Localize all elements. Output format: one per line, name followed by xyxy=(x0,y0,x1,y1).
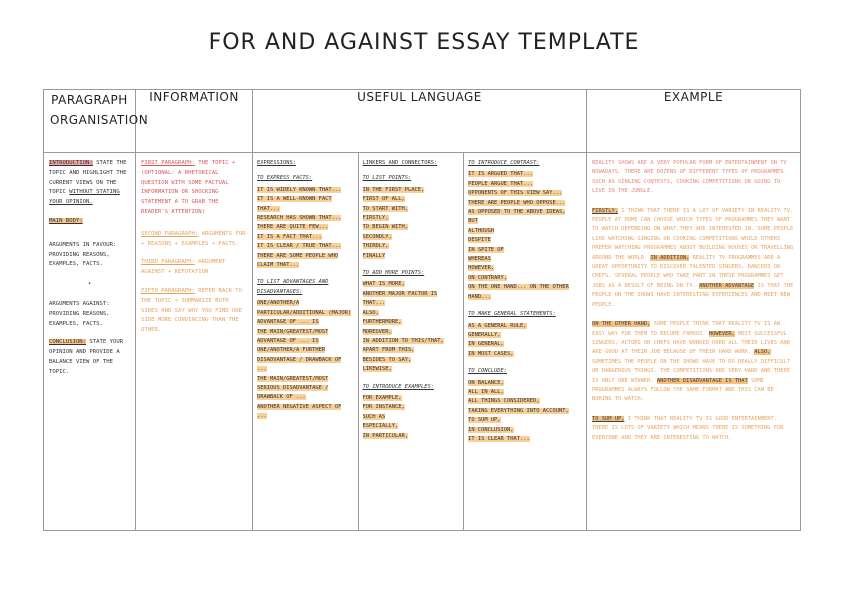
intro-emphasis: WITHOUT STATING YOUR OPINION. xyxy=(49,189,120,206)
phrase-text: FIRSTLY, xyxy=(362,215,389,222)
expressions-heading: EXPRESSIONS: xyxy=(257,160,296,166)
phrase-item xyxy=(468,274,582,283)
phrase-text: IT IS CLEAR THAT... xyxy=(468,435,530,442)
phrase-item xyxy=(363,422,460,431)
conclude-list xyxy=(468,379,582,445)
conclusion-label: CONCLUSION: xyxy=(49,339,87,346)
phrase-text: FURTHERMORE, xyxy=(362,319,402,326)
phrase-text: ALSO, xyxy=(362,309,379,316)
example-to-sum-up: TO SUM UP, xyxy=(592,415,625,422)
examples-list xyxy=(363,394,460,441)
phrase-item xyxy=(468,322,582,331)
phrase-text: OPPONENTS OF THIS VIEW SAY... xyxy=(468,190,563,197)
page-title: FOR AND AGAINST ESSAY TEMPLATE xyxy=(208,30,640,55)
phrase-text: TO SUM UP, xyxy=(468,417,501,424)
phrase-item xyxy=(468,331,582,340)
phrase-item xyxy=(468,199,582,208)
phrase-text: THE MAIN/GREATEST/MOST SERIOUS DISADVANTAGE / DRAWBACK OF ... xyxy=(257,375,329,401)
phrase-item xyxy=(468,407,582,416)
example-conclusion-paragraph xyxy=(592,415,795,443)
phrase-item xyxy=(468,217,582,226)
example-however: HOWEVER, xyxy=(708,330,735,337)
phrase-text: IT IS WIDELY KNOWN THAT... xyxy=(257,186,342,193)
more-points-list xyxy=(363,280,460,374)
phrase-item xyxy=(363,337,460,346)
phrase-item xyxy=(257,242,354,251)
phrase-item xyxy=(257,252,354,271)
essay-template-table xyxy=(43,89,801,531)
phrase-item xyxy=(468,189,582,198)
phrase-item xyxy=(363,309,460,318)
example-against-text-d: SOME PROGRAMMES ALWAYS FOLLOW THE SAME FORMAT AND THIS CAN BE BORING TO WATCH. xyxy=(592,377,774,403)
phrase-text: PEOPLE ARGUE THAT... xyxy=(468,180,534,187)
header-information: INFORMATION xyxy=(136,90,253,153)
example-for-paragraph xyxy=(592,207,795,310)
phrase-item xyxy=(468,208,582,217)
phrase-item xyxy=(363,280,460,289)
example-firstly: FIRSTLY, xyxy=(592,207,618,214)
phrase-text: IT IS A FACT THAT... xyxy=(257,233,322,240)
phrase-text: IT IS ARGUED THAT... xyxy=(468,171,534,178)
phrase-text: AS OPPOSED TO THE ABOVE IDEAS, xyxy=(468,209,566,216)
phrase-item xyxy=(468,340,582,349)
phrase-text: RESEARCH HAS SHOWN THAT... xyxy=(257,215,342,222)
example-in-addition: IN ADDITION, xyxy=(650,254,690,261)
example-against-text-b: MOST SUCCESSFUL SINGERS, ACTORS OR CHEFS HAVE WORKED HARD ALL THEIR LIVES AND ARE GOOD AT THEIR JOB BECAUSE OF THEIR HARD WORK. xyxy=(592,330,790,356)
general-list xyxy=(468,322,582,360)
phrase-text: IN THE FIRST PLACE, xyxy=(362,186,425,193)
phrase-item xyxy=(257,195,354,214)
phrase-item xyxy=(468,246,582,255)
phrase-item xyxy=(363,365,460,374)
example-another-disadvantage: ANOTHER DISADVANTAGE IS THAT xyxy=(656,377,748,384)
first-paragraph-info xyxy=(141,159,247,218)
phrase-item xyxy=(468,255,582,264)
example-on-the-other-hand: ON THE OTHER HAND, xyxy=(592,321,651,328)
phrase-text: HOWEVER, xyxy=(468,265,495,272)
phrase-text: IN SPITE OF xyxy=(468,246,504,253)
third-paragraph-label: THIRD PARAGRAPH: xyxy=(141,259,195,266)
bullet-dot: • xyxy=(87,281,92,288)
phrase-item xyxy=(363,356,460,365)
conclude-heading: TO CONCLUDE: xyxy=(468,368,508,375)
phrase-item xyxy=(363,290,460,309)
phrase-text: THERE ARE QUITE FEW... xyxy=(257,224,329,231)
phrase-text: THE MAIN/GREATEST/MOST ADVANTAGE OF ... IS xyxy=(257,328,329,344)
phrase-item xyxy=(257,186,354,195)
phrase-item xyxy=(363,432,460,441)
first-paragraph-text: THE TOPIC + (OPTIONAL: A RHETORICAL QUESTION WITH SOME FACTUAL INFORMATION OR SHOCKING STATEMENT A TO GRAB THE READER'S ATTENTION) xyxy=(141,160,236,215)
phrase-item xyxy=(468,426,582,435)
phrase-item xyxy=(468,379,582,388)
phrase-item xyxy=(468,397,582,406)
example-for-text-a: I THINK THAT THERE IS A LOT OF VARIETY IN REALITY TV. PEOPLE AT HOME CAN CHOOSE WHICH TYPES OF PROGRAMMES THEY WANT TO WATCH DEPENDING ON WHAT THEY ARE INTERESTED IN. SOME PEOPLE LIKE WATCHING SINGING OR COOKING COMPETITIONS WHILE OTHERS PREFER WATCHING PROGRAMMES ABOUT BUILDING HOUSES OR TRAVELLING AROUND THE WORLD. xyxy=(592,207,794,261)
phrase-text: BUT xyxy=(468,218,478,225)
phrase-text: APART FROM THIS, xyxy=(362,347,415,354)
phrase-text: WHAT IS MORE, xyxy=(362,281,405,288)
first-paragraph-label: FIRST PARAGRAPH: xyxy=(141,160,195,166)
example-against-paragraph xyxy=(592,320,795,405)
phrase-item xyxy=(468,283,582,302)
phrase-item xyxy=(363,394,460,403)
example-against-text-a: SOME PEOPLE THINK THAT REALITY TV IS AN EASY WAY FOR THEM TO BECOME FAMOUS. xyxy=(592,321,781,337)
list-points-list xyxy=(363,186,460,261)
phrase-text: ON THE ONE HAND... ON THE OTHER HAND... xyxy=(468,284,569,300)
phrase-item xyxy=(257,328,354,347)
fifth-paragraph-info xyxy=(141,287,247,336)
example-against-text-c: SOMETIMES THE PEOPLE ON THE SHOWS HAVE TO DO REALLY DIFFICULT OR DANGEROUS THINGS. THE COMPETITIONS ARE VERY HARD AND THERE IS ONLY ONE WINNER. xyxy=(592,358,790,384)
conclusion-text: STATE YOUR OPINION AND PROVIDE A BALANCE VIEW OF THE TOPIC. xyxy=(49,339,124,375)
intro-block xyxy=(49,159,130,208)
phrase-text: ANOTHER NEGATIVE ASPECT OF ... xyxy=(257,403,342,420)
general-heading: TO MAKE GENERAL STATEMENTS: xyxy=(468,311,556,318)
phrase-text: IN GENERAL, xyxy=(468,341,504,348)
phrase-item xyxy=(363,328,460,337)
fifth-paragraph-label: FIFTH PARAGRAPH: xyxy=(141,287,195,294)
advantages-list xyxy=(257,299,354,421)
more-points-heading: TO ADD MORE POINTS: xyxy=(362,270,425,277)
phrase-text: IN ADDITION TO THIS/THAT, xyxy=(362,337,444,344)
express-facts-heading: TO EXPRESS FACTS: xyxy=(257,175,313,182)
example-for-text-b: REALITY TV PROGRAMMES ARE A GREAT OPPORTUNITY TO DISCOVER TALENTED SINGERS, DANCERS OR CHEFS. SEVERAL PEOPLE WHO TAKE PART IN THESE PROGRAMMES GET JOBS AS A RESULT OF BEING ON TV. xyxy=(592,254,784,289)
phrase-text: THERE ARE PEOPLE WHO OPPOSE... xyxy=(468,199,566,206)
phrase-item xyxy=(468,388,582,397)
phrase-item xyxy=(468,264,582,273)
contrast-list xyxy=(468,170,582,302)
phrase-item xyxy=(468,236,582,245)
main-body-label: MAIN BODY: xyxy=(49,217,83,224)
phrase-item xyxy=(363,233,460,242)
intro-text: STATE THE TOPIC AND HIGHLIGHT THE CURRENT VIEWS ON THE TOPIC xyxy=(49,160,127,196)
phrase-item xyxy=(257,299,354,327)
example-for-text-c: IS THAT THE PEOPLE ON THE SHOWS HAVE INTERESTING EXPERIENCES AND MEET NEW PEOPLE. xyxy=(592,282,794,308)
phrase-item xyxy=(468,416,582,425)
phrase-item xyxy=(468,180,582,189)
expressions-column xyxy=(253,153,358,530)
express-facts-list xyxy=(257,186,354,271)
phrase-text: ANOTHER MAJOR FACTOR IS THAT... xyxy=(362,290,438,307)
phrase-item xyxy=(363,186,460,195)
phrase-text: ESPECIALLY, xyxy=(362,423,399,430)
phrase-text: ALTHOUGH xyxy=(468,227,495,234)
phrase-text: THERE ARE SOME PEOPLE WHO CLAIM THAT... xyxy=(257,252,339,269)
second-paragraph-info xyxy=(141,230,247,250)
phrase-text: ALL IN ALL, xyxy=(468,388,504,395)
phrase-item xyxy=(257,223,354,232)
phrase-item xyxy=(363,214,460,223)
second-paragraph-text: ARGUMENTS FOR + REASONS + EXAMPLES + FACTS. xyxy=(141,230,246,247)
phrase-text: IN PARTICULAR, xyxy=(362,432,408,439)
phrase-item xyxy=(363,195,460,204)
useful-language-cell xyxy=(253,153,587,531)
phrase-text: TO BEGIN WITH, xyxy=(362,224,408,231)
third-paragraph-text: ARGUMENT AGAINST + REFUTATION xyxy=(141,259,226,276)
phrase-text: SUCH AS xyxy=(362,413,386,420)
arguments-against: ARGUMENTS AGAINST: PROVIDING REASONS, EXAMPLES, FACTS. xyxy=(49,300,110,327)
contrast-heading: TO INTRODUCE CONTRAST: xyxy=(468,160,540,166)
phrase-text: ONE/ANOTHER/A PARTICULAR/ADDITIONAL (MAJOR) ADVANTAGE OF ... IS xyxy=(257,300,352,326)
phrase-text: FOR EXAMPLE, xyxy=(362,394,402,401)
arguments-for: ARGUMENTS IN FAVOUR: PROVIDING REASONS, EXAMPLES, FACTS. xyxy=(49,241,117,268)
phrase-text: GENERALLY, xyxy=(468,331,501,338)
phrase-item xyxy=(468,227,582,236)
phrase-item xyxy=(257,233,354,242)
phrase-text: MOREOVER, xyxy=(362,328,392,335)
phrase-text: FIRST OF ALL, xyxy=(362,196,405,203)
phrase-text: DESPITE xyxy=(468,237,491,244)
phrase-item xyxy=(257,346,354,374)
phrase-item xyxy=(363,318,460,327)
information-cell xyxy=(136,153,253,531)
phrase-text: AS A GENERAL RULE, xyxy=(468,322,527,329)
content-row xyxy=(44,153,801,531)
contrast-column xyxy=(463,153,586,530)
list-points-heading: TO LIST POINTS: xyxy=(362,175,412,182)
linkers-heading: LINKERS AND CONNECTORS: xyxy=(362,160,438,166)
phrase-text: IN MOST CASES, xyxy=(468,350,514,357)
phrase-item xyxy=(257,214,354,223)
phrase-text: IT IS CLEAR / TRUE THAT... xyxy=(257,243,342,250)
example-conclusion-text: I THINK THAT REALITY TV IS GOOD ENTERTAINMENT. THERE IS LOTS OF VARIETY WHICH MEANS THERE IS SOMETHING FOR EVERYONE AND THEY ARE INTERESTING TO WATCH. xyxy=(592,415,784,441)
phrase-item xyxy=(468,435,582,444)
header-useful-language: USEFUL LANGUAGE xyxy=(253,90,587,153)
header-paragraph-organisation: PARAGRAPH ORGANISATION xyxy=(44,90,136,153)
phrase-item xyxy=(363,205,460,214)
header-example: EXAMPLE xyxy=(587,90,801,153)
second-paragraph-label: SECOND PARAGRAPH: xyxy=(141,230,199,237)
advantages-heading: TO LIST ADVANTAGES AND DISADVANTAGES: xyxy=(257,279,329,295)
phrase-text: WHEREAS xyxy=(468,256,491,263)
example-another-advantage: ANOTHER ADVANTAGE xyxy=(699,282,755,289)
organisation-cell xyxy=(44,153,136,531)
phrase-item xyxy=(257,403,354,422)
phrase-text: ALL THINGS CONSIDERED, xyxy=(468,398,540,405)
phrase-text: SECONDLY, xyxy=(362,233,392,240)
phrase-text: IN CONCLUSION, xyxy=(468,426,514,433)
phrase-item xyxy=(468,170,582,179)
phrase-text: ONE/ANOTHER/A FURTHER DISADVANTAGE / DRAWBACK OF ... xyxy=(257,347,342,373)
phrase-text: IT IS A WELL-KNOWN FACT THAT... xyxy=(257,196,332,212)
phrase-item xyxy=(257,375,354,403)
phrase-item xyxy=(468,350,582,359)
phrase-text: ON CONTRARY, xyxy=(468,274,508,281)
phrase-text: FINALLY xyxy=(362,252,386,259)
fifth-paragraph-text: REFER BACK TO THE TOPIC + SUMMARIZE BOTH SIDES AND SAY WHY YOU FIND ONE SIDE MORE CONVINCING THAN THE OTHER. xyxy=(141,287,243,334)
phrase-text: THIRDLY, xyxy=(362,243,389,250)
phrase-item xyxy=(363,403,460,412)
example-cell xyxy=(587,153,801,531)
example-also: ALSO, xyxy=(754,349,771,356)
linkers-column xyxy=(358,153,464,530)
phrase-text: TAKING EVERYTHING INTO ACCOUNT, xyxy=(468,407,569,414)
phrase-item xyxy=(363,223,460,232)
phrase-text: ON BALANCE, xyxy=(468,379,504,386)
example-intro-paragraph: REALITY SHOWS ARE A VERY POPULAR FORM OF ENTERTAINMENT ON TV NOWADAYS. THERE ARE DOZENS OF DIFFERENT TYPES OF PROGRAMMES SUCH AS SINGING CONTESTS, COOKING COMPETITIONS OR GOING TO LIVE IN THE JUNGLE. xyxy=(592,160,787,195)
phrase-item xyxy=(363,242,460,251)
header-row xyxy=(44,90,801,153)
phrase-text: LIKEWISE, xyxy=(362,366,392,373)
phrase-item xyxy=(363,252,460,261)
phrase-item xyxy=(363,413,460,422)
phrase-text: FOR INSTANCE, xyxy=(362,404,405,411)
third-paragraph-info xyxy=(141,258,247,278)
phrase-item xyxy=(363,346,460,355)
intro-label: INTRODUCTION: xyxy=(49,160,93,166)
conclusion-block xyxy=(49,338,130,377)
phrase-text: TO START WITH, xyxy=(362,205,408,212)
phrase-text: BESIDES TO SAY, xyxy=(362,356,412,363)
examples-heading: TO INTRODUCE EXAMPLES: xyxy=(362,383,434,390)
